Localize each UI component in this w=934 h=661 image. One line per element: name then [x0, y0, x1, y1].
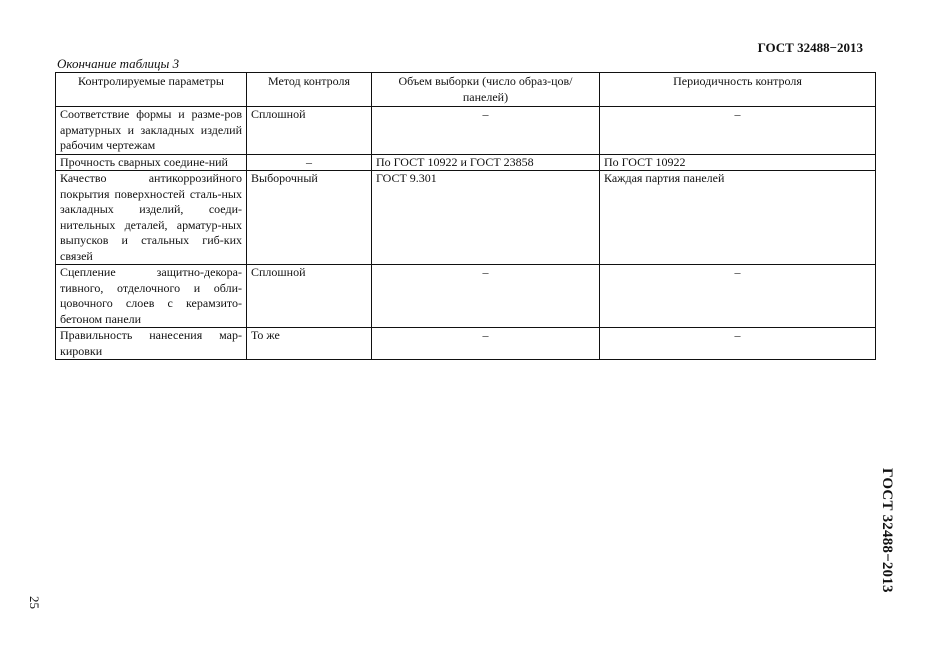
method-cell: Сплошной — [247, 107, 372, 155]
side-standard-header: ГОСТ 32488−2013 — [879, 468, 895, 593]
sample-cell: По ГОСТ 10922 и ГОСТ 23858 — [372, 154, 600, 171]
column-header-method: Метод контроля — [247, 73, 372, 107]
parameter-cell: Прочность сварных соедине-ний — [56, 154, 247, 171]
table-header-row — [56, 73, 876, 107]
table-row — [56, 328, 876, 360]
column-header-sample-size: Объем выборки (число образ-цов/панелей) — [372, 73, 600, 107]
control-parameters-table — [55, 72, 876, 360]
period-cell: – — [600, 265, 876, 328]
parameter-cell: Соответствие формы и разме-ров арматурных и закладных изделий рабочим чертежам — [56, 107, 247, 155]
period-cell: – — [600, 107, 876, 155]
table-row — [56, 171, 876, 265]
sample-cell: – — [372, 265, 600, 328]
method-cell: – — [247, 154, 372, 171]
column-header-parameters: Контролируемые параметры — [56, 73, 247, 107]
method-cell: Выборочный — [247, 171, 372, 265]
parameter-cell: Качество антикоррозийного покрытия поверхностей сталь-ных закладных изделий, соеди-нительных деталей, арматур-ных выпусков и стальных гиб-ких связей — [56, 171, 247, 265]
table-row — [56, 154, 876, 171]
sample-cell: – — [372, 107, 600, 155]
sample-cell: ГОСТ 9.301 — [372, 171, 600, 265]
document-header: ГОСТ 32488−2013 — [757, 40, 863, 55]
parameter-cell: Сцепление защитно-декора-тивного, отделочного и обли-цовочного слоев с керамзито-бетоном панели — [56, 265, 247, 328]
period-cell: По ГОСТ 10922 — [600, 154, 876, 171]
table-row — [56, 265, 876, 328]
sample-cell: – — [372, 328, 600, 360]
column-header-periodicity: Периодичность контроля — [600, 73, 876, 107]
table-row — [56, 107, 876, 155]
method-cell: Сплошной — [247, 265, 372, 328]
period-cell: – — [600, 328, 876, 360]
page-number: 25 — [27, 596, 42, 609]
method-cell: То же — [247, 328, 372, 360]
period-cell: Каждая партия панелей — [600, 171, 876, 265]
table-caption: Окончание таблицы 3 — [57, 56, 180, 71]
parameter-cell: Правильность нанесения мар-кировки — [56, 328, 247, 360]
